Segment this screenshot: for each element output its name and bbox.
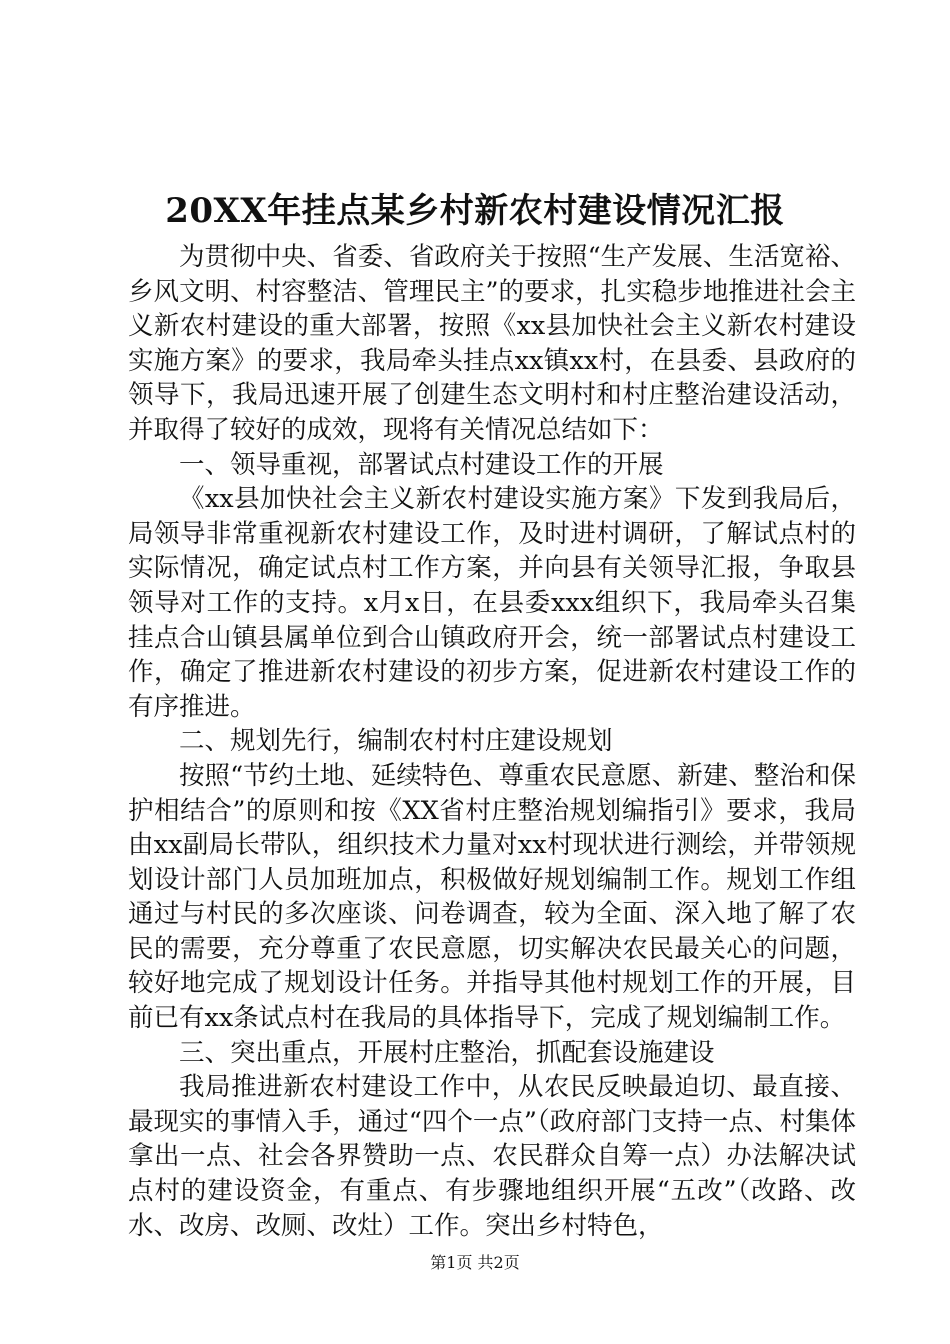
paragraph-intro: 为贯彻中央、省委、省政府关于按照“生产发展、生活宽裕、乡风文明、村容整洁、管理民主”的要求，扎实稳步地推进社会主义新农村建设的重大部署，按照《xx县加快社会主义新农村建设实施方案》的要求，我局牵头挂点xx镇xx村，在县委、县政府的领导下，我局迅速开展了创建生态文明村和村庄整治建设活动，并取得了较好的成效，现将有关情况总结如下： xyxy=(128,242,856,445)
section-heading-3: 三、突出重点，开展村庄整治，抓配套设施建设 xyxy=(179,1037,715,1068)
section-heading-1: 一、领导重视，部署试点村建设工作的开展 xyxy=(179,449,664,480)
document-title: 20XX年挂点某乡村新农村建设情况汇报 xyxy=(165,191,785,231)
paragraph-section-1: 《xx县加快社会主义新农村建设实施方案》下发到我局后，局领导非常重视新农村建设工作，及时进村调研，了解试点村的实际情况，确定试点村工作方案，并向县有关领导汇报，争取县领导对工作的支持。x月x日，在县委xxx组织下，我局牵头召集挂点合山镇县属单位到合山镇政府开会，统一部署试点村建设工作，确定了推进新农村建设的初步方案，促进新农村建设工作的有序推进。 xyxy=(128,484,856,722)
document-body xyxy=(128,240,856,1243)
paragraph-section-2: 按照“节约土地、延续特色、尊重农民意愿、新建、整治和保护相结合”的原则和按《XX省村庄整治规划编指引》要求，我局由xx副局长带队，组织技术力量对xx村现状进行测绘，并带领规划设计部门人员加班加点，积极做好规划编制工作。规划工作组通过与村民的多次座谈、问卷调查，较为全面、深入地了解了农民的需要，充分尊重了农民意愿，切实解决农民最关心的问题，较好地完成了规划设计任务。并指导其他村规划工作的开展，目前已有xx条试点村在我局的具体指导下，完成了规划编制工作。 xyxy=(128,760,856,1034)
page-number-footer: 第1页 共2页 xyxy=(430,1253,520,1272)
paragraph-section-3: 我局推进新农村建设工作中，从农民反映最迫切、最直接、最现实的事情入手，通过“四个一点”（政府部门支持一点、村集体拿出一点、社会各界赞助一点、农民群众自筹一点）办法解决试点村的建设资金，有重点、有步骤地组织开展“五改”（改路、改水、改房、改厕、改灶）工作。突出乡村特色， xyxy=(128,1072,856,1241)
section-heading-2: 二、规划先行，编制农村村庄建设规划 xyxy=(179,726,613,757)
